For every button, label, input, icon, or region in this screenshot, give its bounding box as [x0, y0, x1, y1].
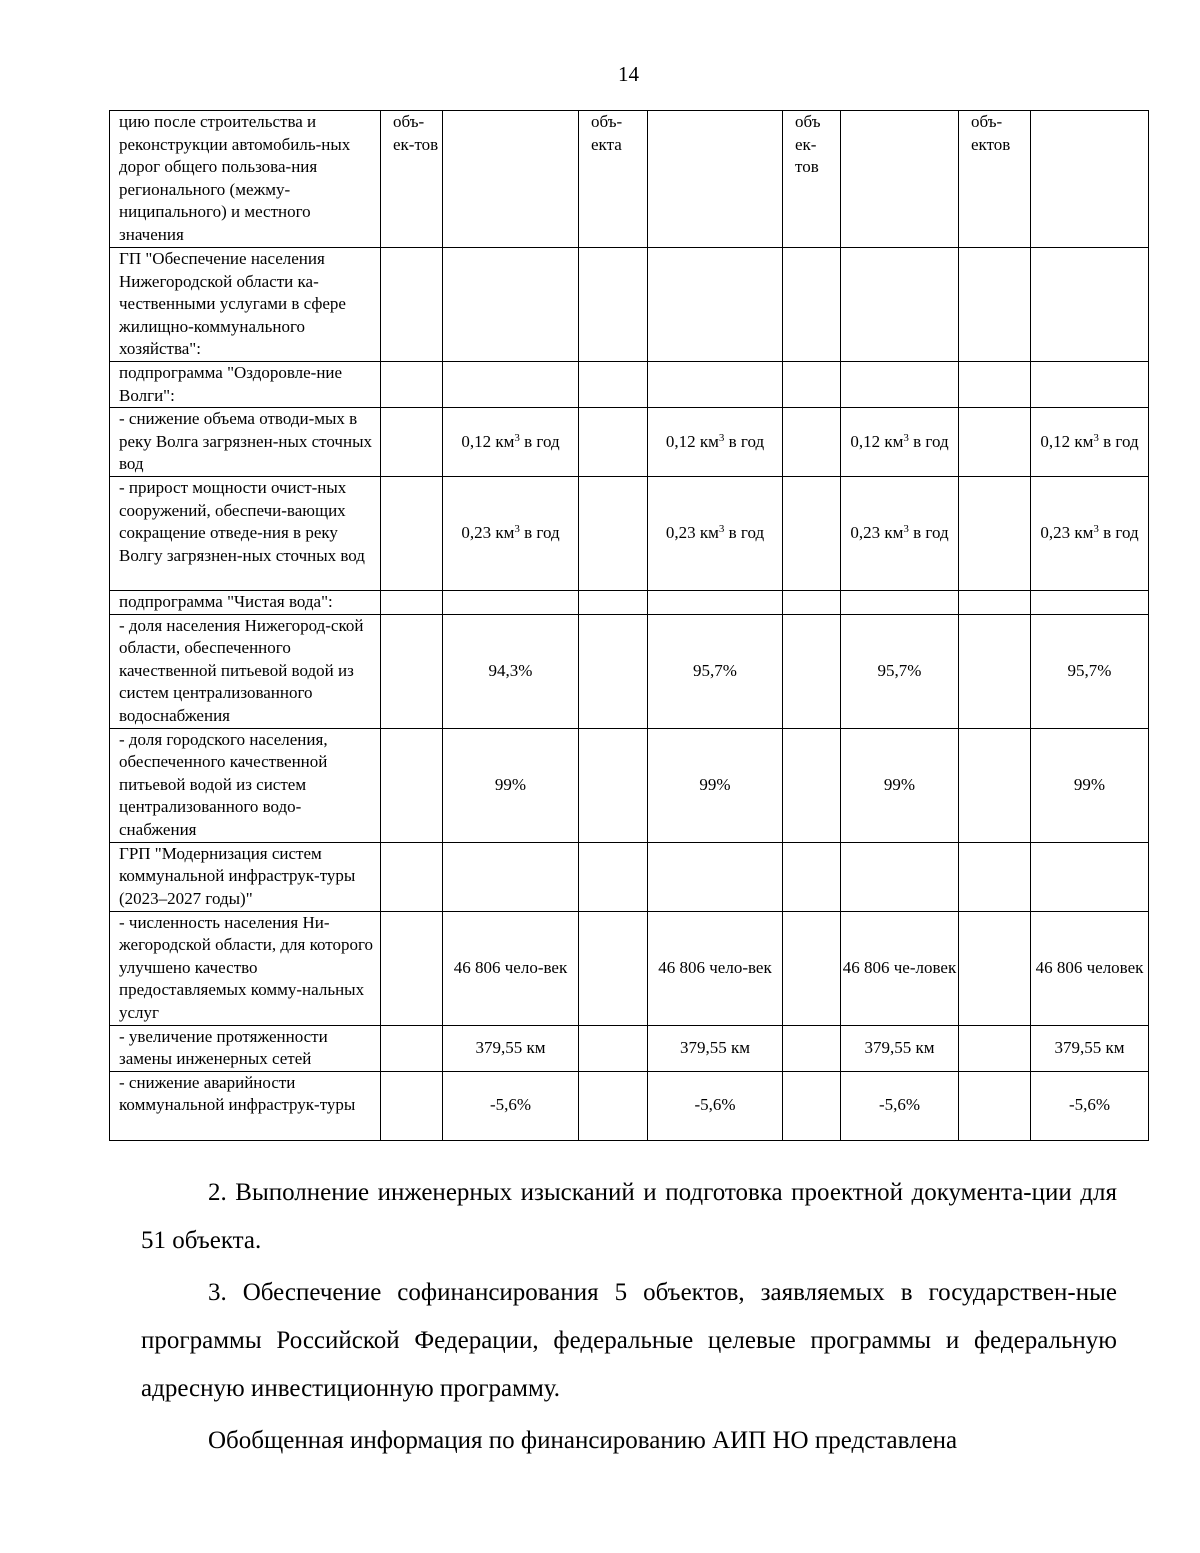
- value-cell: 46 806 человек: [1031, 911, 1149, 1025]
- value-text: 0,12 $км^3$ в год: [850, 431, 949, 451]
- unit-cell: [959, 362, 1031, 408]
- value-cell: [648, 111, 783, 248]
- unit-cell: [579, 591, 648, 615]
- value-cell: 99%: [841, 728, 959, 842]
- unit-cell: [579, 728, 648, 842]
- value-cell: [841, 362, 959, 408]
- table-row: [110, 911, 1149, 1025]
- value-cell: [648, 408, 783, 477]
- value-text: 0,23 $км^3$ в год: [1040, 523, 1139, 543]
- indicator-name: ГП "Обеспечение населения Нижегородской области ка-чественными услугами в сфере жилищно-коммунального хозяйства":: [110, 248, 381, 362]
- unit-cell: [381, 842, 443, 911]
- value-cell: [841, 477, 959, 591]
- value-cell: [1031, 362, 1149, 408]
- unit-cell: [783, 728, 841, 842]
- value-text: 0,12 $км^3$ в год: [665, 431, 765, 451]
- value-cell: [443, 248, 579, 362]
- unit-cell: [783, 591, 841, 615]
- paragraph-3: 3. Обеспечение софинансирования 5 объектов, заявляемых в государствен-ные программы Российской Федерации, федеральные целевые программы и федеральную адресную инвестиционную программу.: [141, 1279, 1117, 1402]
- value-cell: [841, 111, 959, 248]
- unit-cell: [381, 248, 443, 362]
- value-cell: [841, 842, 959, 911]
- unit-cell: объ-екта: [579, 111, 648, 248]
- value-cell: 379,55 км: [1031, 1025, 1149, 1071]
- unit-cell: [959, 1025, 1031, 1071]
- unit-cell: [783, 408, 841, 477]
- unit-cell: [783, 477, 841, 591]
- value-cell: [648, 842, 783, 911]
- value-cell: 379,55 км: [841, 1025, 959, 1071]
- value-cell: -5,6%: [443, 1071, 579, 1140]
- table-row: [110, 111, 1149, 248]
- table-row: [110, 408, 1149, 477]
- value-cell: 379,55 км: [443, 1025, 579, 1071]
- value-cell: [648, 362, 783, 408]
- indicator-name: - численность населения Ни-жегородской области, для которого улучшено качество предоставляемых комму-нальных услуг: [110, 911, 381, 1025]
- indicator-name: цию после строительства и реконструкции автомобиль-ных дорог общего пользова-ния регионального (межму-ниципального) и местного значения: [110, 111, 381, 248]
- unit-cell: [783, 1025, 841, 1071]
- value-cell: [841, 248, 959, 362]
- unit-cell: [579, 362, 648, 408]
- value-cell: 99%: [648, 728, 783, 842]
- unit-cell: [579, 842, 648, 911]
- value-cell: [648, 248, 783, 362]
- value-cell: 99%: [443, 728, 579, 842]
- paragraph-2: 2. Выполнение инженерных изысканий и подготовка проектной документа-ции для 51 объекта.: [141, 1179, 1117, 1254]
- unit-cell: [959, 911, 1031, 1025]
- value-text: 0,12 $км^3$ в год: [461, 431, 560, 451]
- value-cell: 95,7%: [841, 614, 959, 728]
- unit-cell: [579, 911, 648, 1025]
- value-cell: -5,6%: [1031, 1071, 1149, 1140]
- unit-cell: [783, 614, 841, 728]
- value-cell: 95,7%: [1031, 614, 1149, 728]
- unit-cell: [959, 614, 1031, 728]
- value-text: 0,23 $км^3$ в год: [850, 523, 949, 543]
- value-cell: [1031, 842, 1149, 911]
- paragraph-4: Обобщенная информация по финансированию АИП НО представлена: [208, 1427, 958, 1454]
- value-cell: -5,6%: [841, 1071, 959, 1140]
- unit-cell: [783, 362, 841, 408]
- unit-cell: [381, 614, 443, 728]
- unit-cell: [579, 248, 648, 362]
- page-number: 14: [618, 62, 639, 86]
- unit-cell: объ-ектов: [959, 111, 1031, 248]
- value-cell: [648, 477, 783, 591]
- unit-cell: [579, 1025, 648, 1071]
- subprogram-name: подпрограмма "Оздоровле-ние Волги":: [110, 362, 381, 408]
- indicator-name: - снижение объема отводи-мых в реку Волга загрязнен-ных сточных вод: [110, 408, 381, 477]
- value-cell: [443, 111, 579, 248]
- unit-cell: [579, 408, 648, 477]
- table-row: [110, 362, 1149, 408]
- value-cell: 46 806 чело-век: [648, 911, 783, 1025]
- value-text: 0,12 $км^3$ в год: [1040, 431, 1139, 451]
- value-cell: 99%: [1031, 728, 1149, 842]
- value-cell: 95,7%: [648, 614, 783, 728]
- unit-cell: [381, 1025, 443, 1071]
- value-text: 0,23 $км^3$ в год: [665, 523, 765, 543]
- value-cell: 46 806 че-ловек: [841, 911, 959, 1025]
- indicator-name: - увеличение протяженности замены инженерных сетей: [110, 1025, 381, 1071]
- unit-cell: [381, 728, 443, 842]
- value-cell: [1031, 111, 1149, 248]
- value-cell: [648, 591, 783, 615]
- indicator-name: - доля населения Нижегород-ской области, обеспеченного качественной питьевой водой из систем централизованного водоснабжения: [110, 614, 381, 728]
- value-cell: [1031, 591, 1149, 615]
- unit-cell: [783, 842, 841, 911]
- table-row: [110, 477, 1149, 591]
- unit-cell: [783, 248, 841, 362]
- unit-cell: [959, 248, 1031, 362]
- unit-cell: [959, 477, 1031, 591]
- value-cell: 94,3%: [443, 614, 579, 728]
- value-cell: [841, 591, 959, 615]
- unit-cell: объ ек-тов: [783, 111, 841, 248]
- unit-cell: [783, 1071, 841, 1140]
- subprogram-name: подпрограмма "Чистая вода":: [110, 591, 381, 615]
- value-text: 0,23 $км^3$ в год: [461, 523, 560, 543]
- unit-cell: [381, 477, 443, 591]
- value-cell: [841, 408, 959, 477]
- indicators-table: [109, 110, 1149, 1141]
- table-row: [110, 248, 1149, 362]
- unit-cell: объ-ек-тов: [381, 111, 443, 248]
- unit-cell: [381, 362, 443, 408]
- indicator-name: - прирост мощности очист-ных сооружений, обеспечи-вающих сокращение отведе-ния в реку Волгу загрязнен-ных сточных вод: [110, 477, 381, 591]
- unit-cell: [959, 842, 1031, 911]
- table-row: [110, 728, 1149, 842]
- unit-cell: [959, 728, 1031, 842]
- value-cell: [443, 408, 579, 477]
- unit-cell: [381, 591, 443, 615]
- unit-cell: [783, 911, 841, 1025]
- indicator-name: - снижение аварийности коммунальной инфраструк-туры: [110, 1071, 381, 1140]
- unit-cell: [381, 408, 443, 477]
- unit-cell: [579, 477, 648, 591]
- value-cell: -5,6%: [648, 1071, 783, 1140]
- table-row: [110, 1071, 1149, 1140]
- table-row: [110, 614, 1149, 728]
- indicator-name: - доля городского населения, обеспеченного качественной питьевой водой из систем централизованного водо-снабжения: [110, 728, 381, 842]
- unit-cell: [959, 408, 1031, 477]
- value-cell: [443, 842, 579, 911]
- value-cell: [443, 477, 579, 591]
- unit-cell: [959, 1071, 1031, 1140]
- value-cell: [443, 362, 579, 408]
- table-row: [110, 842, 1149, 911]
- value-cell: [443, 591, 579, 615]
- value-cell: 379,55 км: [648, 1025, 783, 1071]
- table-row: [110, 1025, 1149, 1071]
- unit-cell: [579, 614, 648, 728]
- table-row: [110, 591, 1149, 615]
- value-cell: [1031, 477, 1149, 591]
- value-cell: 46 806 чело-век: [443, 911, 579, 1025]
- value-cell: [1031, 248, 1149, 362]
- program-name: ГРП "Модернизация систем коммунальной инфраструк-туры (2023–2027 годы)": [110, 842, 381, 911]
- value-cell: [1031, 408, 1149, 477]
- unit-cell: [579, 1071, 648, 1140]
- unit-cell: [381, 911, 443, 1025]
- unit-cell: [959, 591, 1031, 615]
- unit-cell: [381, 1071, 443, 1140]
